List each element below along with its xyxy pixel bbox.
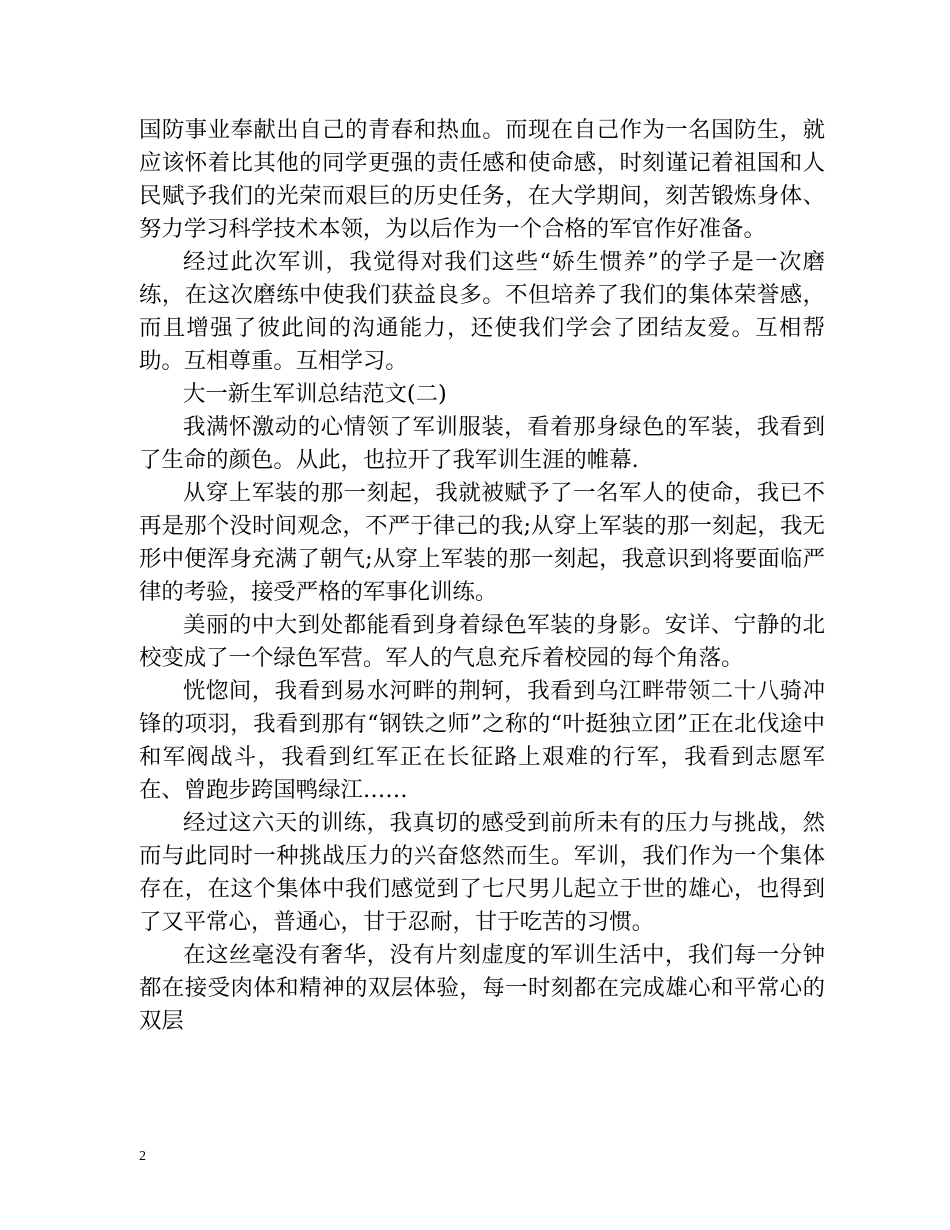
paragraph-6: 美丽的中大到处都能看到身着绿色军装的身影。安详、宁静的北校变成了一个绿色军营。军人的气息充斥着校园的每个角落。: [139, 612, 825, 671]
paragraph-8: 经过这六天的训练，我真切的感受到前所未有的压力与挑战，然而与此同时一种挑战压力的兴奋悠然而生。军训，我们作为一个集体存在，在这个集体中我们感觉到了七尺男儿起立于世的雄心，也得到了又平常心，普通心，甘于忍耐，甘于吃苦的习惯。: [139, 810, 825, 935]
paragraph-9: 在这丝毫没有奢华，没有片刻虚度的军训生活中，我们每一分钟都在接受肉体和精神的双层体验，每一时刻都在完成雄心和平常心的双层: [139, 942, 825, 1034]
paragraph-5: 从穿上军装的那一刻起，我就被赋予了一名军人的使命，我已不再是那个没时间观念，不严于律己的我;从穿上军装的那一刻起，我无形中便浑身充满了朝气;从穿上军装的那一刻起，我意识到将要面临严律的考验，接受严格的军事化训练。: [139, 480, 825, 605]
document-body: [139, 114, 825, 1038]
paragraph-4: 我满怀激动的心情领了军训服装，看着那身绿色的军装，我看到了生命的颜色。从此，也拉开了我军训生涯的帷幕.: [139, 414, 825, 473]
section-heading: 大一新生军训总结范文(二): [183, 381, 447, 407]
paragraph-2: 经过此次军训，我觉得对我们这些“娇生惯养”的学子是一次磨练，在这次磨练中使我们获益良多。不但培养了我们的集体荣誉感，而且增强了彼此间的沟通能力，还使我们学会了团结友爱。互相帮助。互相尊重。互相学习。: [139, 249, 825, 374]
page-number: 2: [139, 1149, 146, 1164]
paragraph-7: 恍惚间，我看到易水河畔的荆轲，我看到乌江畔带领二十八骑冲锋的项羽，我看到那有“钢铁之师”之称的“叶挺独立团”正在北伐途中和军阀战斗，我看到红军正在长征路上艰难的行军，我看到志愿军在、曾跑步跨国鸭绿江……: [139, 678, 825, 803]
paragraph-1: 国防事业奉献出自己的青春和热血。而现在自己作为一名国防生，就应该怀着比其他的同学更强的责任感和使命感，时刻谨记着祖国和人民赋予我们的光荣而艰巨的历史任务，在大学期间，刻苦锻炼身体、努力学习科学技术本领，为以后作为一个合格的军官作好准备。: [139, 117, 825, 242]
